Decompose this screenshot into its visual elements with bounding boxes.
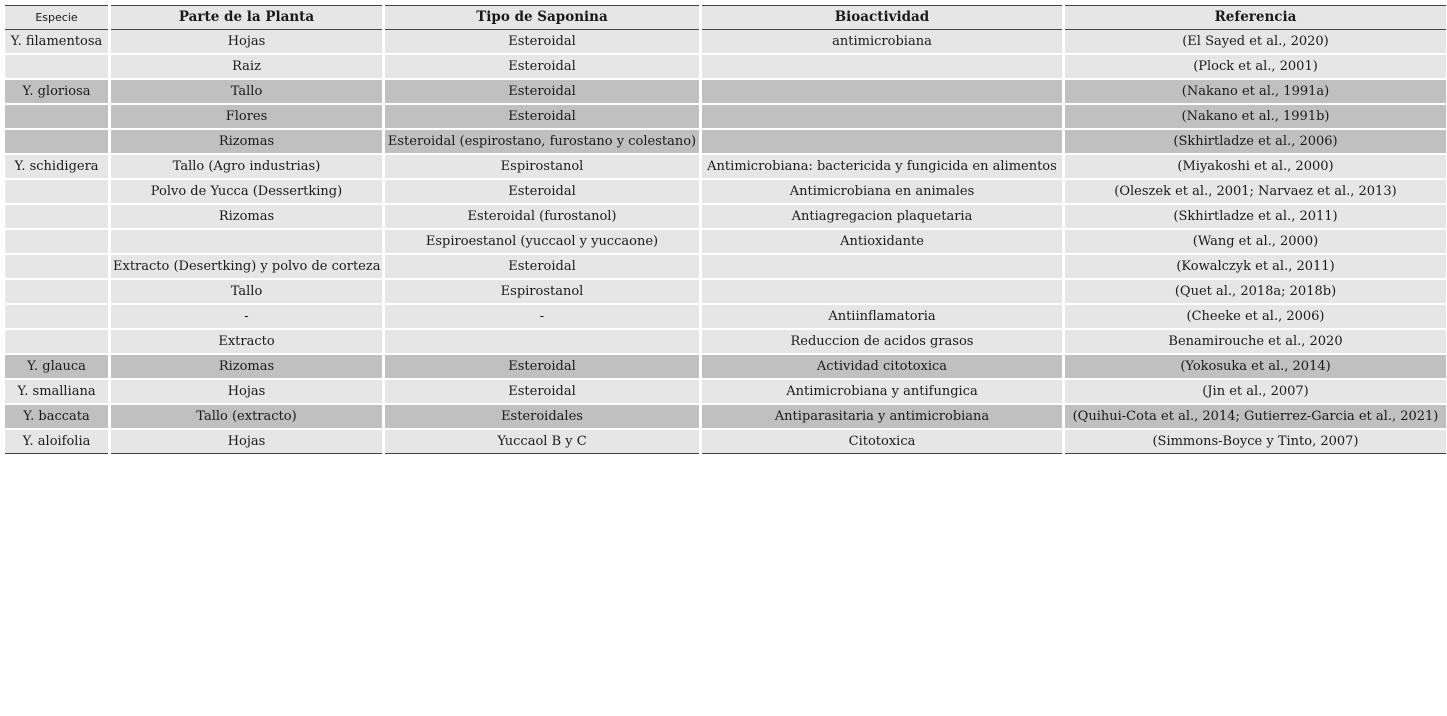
table-row	[5, 380, 1446, 405]
cell-parte-planta: Tallo (extracto)	[111, 405, 382, 430]
header-row	[5, 5, 1446, 30]
table-row	[5, 255, 1446, 280]
cell-especie	[5, 55, 108, 80]
cell-tipo-saponina: Esteroidal	[385, 55, 699, 80]
cell-referencia: (Cheeke et al., 2006)	[1065, 305, 1446, 330]
cell-parte-planta	[111, 230, 382, 255]
cell-especie	[5, 230, 108, 255]
cell-tipo-saponina	[385, 330, 699, 355]
cell-bioactividad: Antimicrobiana y antifungica	[702, 380, 1062, 405]
cell-referencia: (Miyakoshi et al., 2000)	[1065, 155, 1446, 180]
header-tipo-saponina: Tipo de Saponina	[385, 5, 699, 30]
cell-especie: Y. baccata	[5, 405, 108, 430]
saponin-table	[2, 5, 1447, 454]
cell-tipo-saponina: Esteroidal (espirostano, furostano y colestano)	[385, 130, 699, 155]
cell-referencia: (Quet al., 2018a; 2018b)	[1065, 280, 1446, 305]
cell-referencia: (Quihui-Cota et al., 2014; Gutierrez-Garcia et al., 2021)	[1065, 405, 1446, 430]
cell-referencia: (Simmons-Boyce y Tinto, 2007)	[1065, 430, 1446, 454]
cell-especie	[5, 105, 108, 130]
cell-tipo-saponina: -	[385, 305, 699, 330]
cell-referencia: Benamirouche et al., 2020	[1065, 330, 1446, 355]
table-row	[5, 330, 1446, 355]
table-row	[5, 305, 1446, 330]
cell-referencia: (Skhirtladze et al., 2006)	[1065, 130, 1446, 155]
table-row	[5, 55, 1446, 80]
cell-tipo-saponina: Yuccaol B y C	[385, 430, 699, 454]
cell-especie	[5, 130, 108, 155]
cell-referencia: (Plock et al., 2001)	[1065, 55, 1446, 80]
cell-referencia: (Jin et al., 2007)	[1065, 380, 1446, 405]
cell-especie	[5, 305, 108, 330]
cell-parte-planta: Tallo	[111, 80, 382, 105]
cell-referencia: (Skhirtladze et al., 2011)	[1065, 205, 1446, 230]
cell-bioactividad: Antiparasitaria y antimicrobiana	[702, 405, 1062, 430]
table-body	[5, 30, 1446, 454]
cell-tipo-saponina: Esteroidal	[385, 30, 699, 55]
table-header	[5, 5, 1446, 30]
cell-especie	[5, 255, 108, 280]
table-row	[5, 105, 1446, 130]
cell-especie: Y. aloifolia	[5, 430, 108, 454]
cell-parte-planta: Hojas	[111, 30, 382, 55]
cell-bioactividad: Antimicrobiana: bactericida y fungicida en alimentos	[702, 155, 1062, 180]
cell-tipo-saponina: Espirostanol	[385, 155, 699, 180]
cell-referencia: (Yokosuka et al., 2014)	[1065, 355, 1446, 380]
cell-parte-planta: Tallo (Agro industrias)	[111, 155, 382, 180]
table-row	[5, 355, 1446, 380]
cell-tipo-saponina: Esteroidal	[385, 380, 699, 405]
cell-parte-planta: Extracto (Desertking) y polvo de corteza	[111, 255, 382, 280]
cell-bioactividad	[702, 255, 1062, 280]
cell-parte-planta: -	[111, 305, 382, 330]
header-parte-planta: Parte de la Planta	[111, 5, 382, 30]
cell-bioactividad	[702, 280, 1062, 305]
cell-parte-planta: Raiz	[111, 55, 382, 80]
cell-parte-planta: Rizomas	[111, 355, 382, 380]
cell-bioactividad: Antioxidante	[702, 230, 1062, 255]
cell-bioactividad	[702, 80, 1062, 105]
cell-parte-planta: Rizomas	[111, 205, 382, 230]
cell-tipo-saponina: Esteroidal	[385, 105, 699, 130]
table-row	[5, 230, 1446, 255]
cell-bioactividad: Antimicrobiana en animales	[702, 180, 1062, 205]
cell-bioactividad: Reduccion de acidos grasos	[702, 330, 1062, 355]
cell-referencia: (Oleszek et al., 2001; Narvaez et al., 2013)	[1065, 180, 1446, 205]
table-row	[5, 180, 1446, 205]
cell-bioactividad: Citotoxica	[702, 430, 1062, 454]
cell-tipo-saponina: Esteroidales	[385, 405, 699, 430]
table-row	[5, 155, 1446, 180]
cell-bioactividad	[702, 55, 1062, 80]
table-row	[5, 430, 1446, 454]
cell-bioactividad: antimicrobiana	[702, 30, 1062, 55]
cell-parte-planta: Polvo de Yucca (Dessertking)	[111, 180, 382, 205]
cell-referencia: (Nakano et al., 1991b)	[1065, 105, 1446, 130]
cell-tipo-saponina: Espiroestanol (yuccaol y yuccaone)	[385, 230, 699, 255]
cell-bioactividad	[702, 105, 1062, 130]
table-row	[5, 280, 1446, 305]
header-especie: Especie	[5, 5, 108, 30]
cell-especie	[5, 330, 108, 355]
cell-bioactividad: Antiagregacion plaquetaria	[702, 205, 1062, 230]
cell-especie: Y. smalliana	[5, 380, 108, 405]
header-bioactividad: Bioactividad	[702, 5, 1062, 30]
cell-especie: Y. filamentosa	[5, 30, 108, 55]
cell-tipo-saponina: Esteroidal	[385, 180, 699, 205]
cell-bioactividad: Actividad citotoxica	[702, 355, 1062, 380]
cell-especie	[5, 280, 108, 305]
cell-parte-planta: Hojas	[111, 380, 382, 405]
cell-parte-planta: Hojas	[111, 430, 382, 454]
cell-referencia: (Wang et al., 2000)	[1065, 230, 1446, 255]
cell-especie: Y. gloriosa	[5, 80, 108, 105]
cell-referencia: (Kowalczyk et al., 2011)	[1065, 255, 1446, 280]
cell-referencia: (Nakano et al., 1991a)	[1065, 80, 1446, 105]
cell-parte-planta: Rizomas	[111, 130, 382, 155]
cell-bioactividad: Antiinflamatoria	[702, 305, 1062, 330]
cell-parte-planta: Flores	[111, 105, 382, 130]
table-row	[5, 130, 1446, 155]
cell-referencia: (El Sayed et al., 2020)	[1065, 30, 1446, 55]
cell-tipo-saponina: Espirostanol	[385, 280, 699, 305]
saponin-table-container	[5, 5, 1443, 454]
header-referencia: Referencia	[1065, 5, 1446, 30]
cell-especie	[5, 180, 108, 205]
cell-especie	[5, 205, 108, 230]
cell-tipo-saponina: Esteroidal	[385, 80, 699, 105]
cell-parte-planta: Tallo	[111, 280, 382, 305]
table-row	[5, 80, 1446, 105]
table-row	[5, 30, 1446, 55]
cell-especie: Y. schidigera	[5, 155, 108, 180]
cell-bioactividad	[702, 130, 1062, 155]
table-row	[5, 405, 1446, 430]
table-row	[5, 205, 1446, 230]
cell-especie: Y. glauca	[5, 355, 108, 380]
cell-tipo-saponina: Esteroidal (furostanol)	[385, 205, 699, 230]
cell-tipo-saponina: Esteroidal	[385, 255, 699, 280]
cell-parte-planta: Extracto	[111, 330, 382, 355]
cell-tipo-saponina: Esteroidal	[385, 355, 699, 380]
